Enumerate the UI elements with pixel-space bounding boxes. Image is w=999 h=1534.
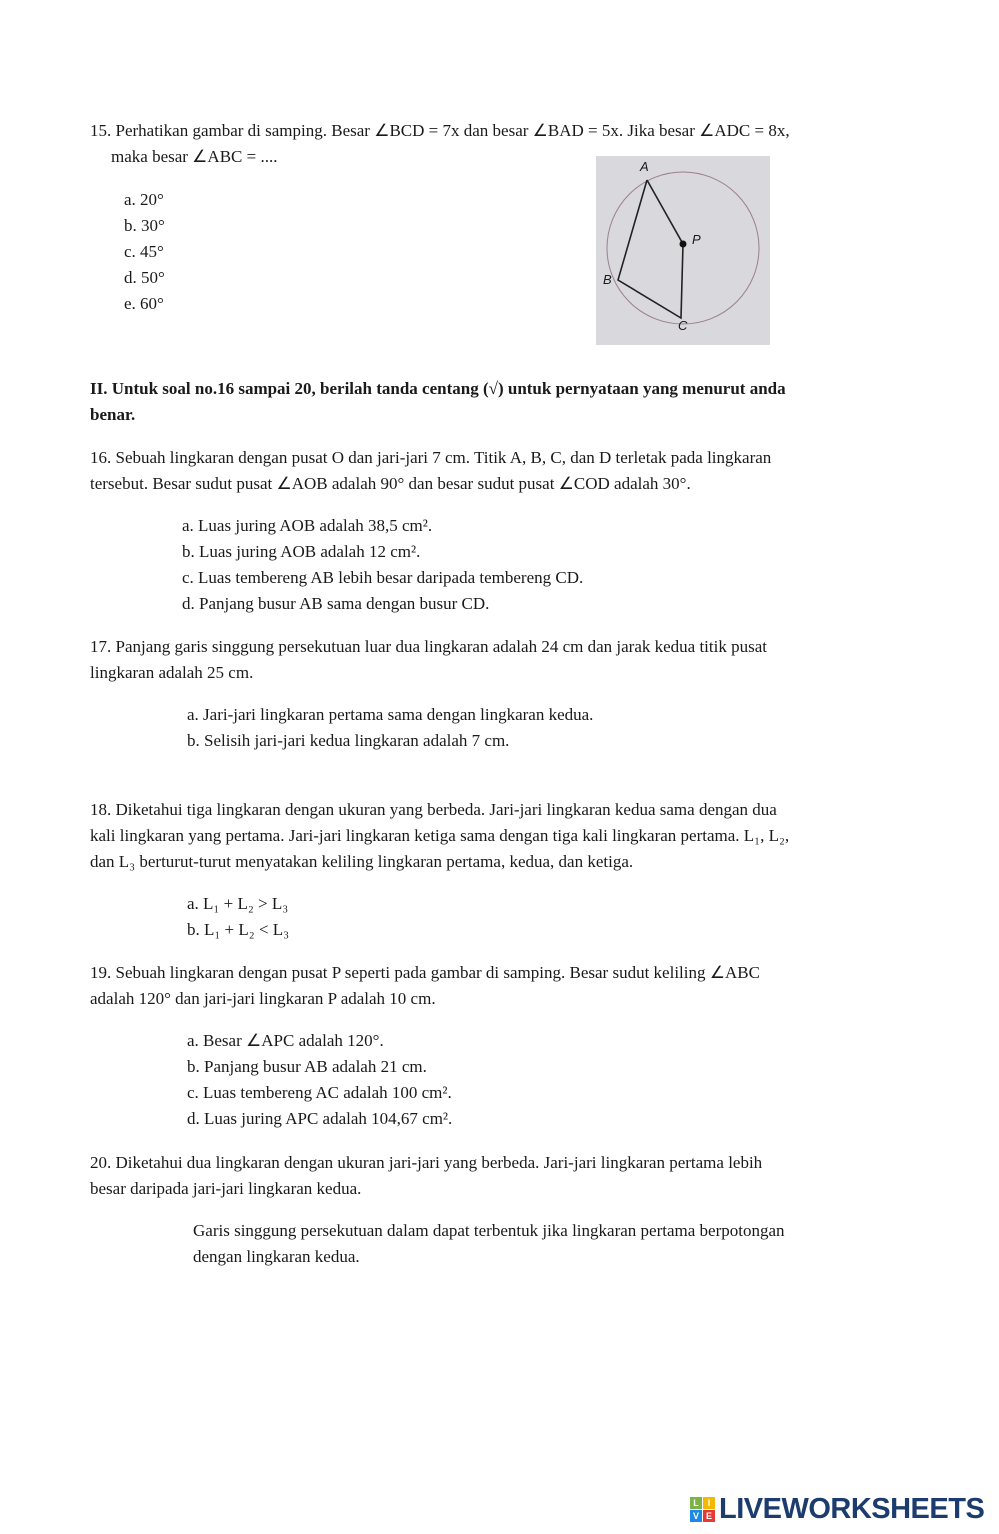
logo-text: LIVEWORKSHEETS (719, 1493, 985, 1525)
q17-option[interactable]: b. Selisih jari-jari kedua lingkaran adalah 7 cm. (187, 731, 510, 750)
q15-option: d. 50° (124, 268, 165, 287)
label-a: A (640, 159, 649, 174)
label-p: P (692, 232, 701, 247)
q18-text: dan L₃ berturut-turut menyatakan keliling lingkaran pertama, kedua, dan ketiga. (90, 852, 634, 871)
q19-option[interactable]: a. Besar ∠APC adalah 120°. (187, 1031, 384, 1050)
q19-option[interactable]: c. Luas tembereng AC adalah 100 cm². (187, 1083, 452, 1102)
section-heading: benar. (90, 405, 136, 424)
section-heading: II. Untuk soal no.16 sampai 20, berilah tanda centang (√) untuk pernyataan yang menurut anda (90, 379, 786, 398)
q19-option[interactable]: b. Panjang busur AB adalah 21 cm. (187, 1057, 427, 1076)
logo-letter: L (690, 1497, 702, 1509)
q16-option[interactable]: b. Luas juring AOB adalah 12 cm². (182, 542, 421, 561)
q18-text: 18. Diketahui tiga lingkaran dengan ukuran yang berbeda. Jari-jari lingkaran kedua sama dengan dua (90, 800, 777, 819)
q16-option[interactable]: a. Luas juring AOB adalah 38,5 cm². (182, 516, 433, 535)
logo-letter: E (703, 1510, 715, 1522)
circle-figure (596, 156, 770, 345)
q15-option: e. 60° (124, 294, 164, 313)
q15-text: maka besar ∠ABC = .... (111, 147, 278, 166)
q15-option: a. 20° (124, 190, 164, 209)
logo-letter: V (690, 1510, 702, 1522)
label-b: B (603, 272, 612, 287)
logo-letter: I (703, 1497, 715, 1509)
q15-option: c. 45° (124, 242, 164, 261)
q18-option[interactable]: a. L₁ + L₂ > L₃ (187, 894, 289, 913)
q19-text: adalah 120° dan jari-jari lingkaran P adalah 10 cm. (90, 989, 436, 1008)
q18-text: kali lingkaran yang pertama. Jari-jari lingkaran ketiga sama dengan tiga kali lingkaran pertama. L₁, L₂, (90, 826, 790, 845)
logo-icon (690, 1497, 715, 1522)
q16-option[interactable]: c. Luas tembereng AB lebih besar daripada tembereng CD. (182, 568, 584, 587)
q20-statement[interactable]: Garis singgung persekutuan dalam dapat terbentuk jika lingkaran pertama berpotongan (193, 1221, 785, 1240)
q16-text: 16. Sebuah lingkaran dengan pusat O dan jari-jari 7 cm. Titik A, B, C, dan D terletak pada lingkaran (90, 448, 772, 467)
q17-option[interactable]: a. Jari-jari lingkaran pertama sama dengan lingkaran kedua. (187, 705, 594, 724)
q20-text: besar daripada jari-jari lingkaran kedua. (90, 1179, 362, 1198)
q17-text: 17. Panjang garis singgung persekutuan luar dua lingkaran adalah 24 cm dan jarak kedua titik pusat (90, 637, 767, 656)
q19-option[interactable]: d. Luas juring APC adalah 104,67 cm². (187, 1109, 453, 1128)
q18-option[interactable]: b. L₁ + L₂ < L₃ (187, 920, 290, 939)
liveworksheets-logo (690, 1493, 984, 1526)
q17-text: lingkaran adalah 25 cm. (90, 663, 254, 682)
q20-statement[interactable]: dengan lingkaran kedua. (193, 1247, 360, 1266)
q16-option[interactable]: d. Panjang busur AB sama dengan busur CD. (182, 594, 490, 613)
label-c: C (678, 318, 688, 333)
q15-option: b. 30° (124, 216, 165, 235)
q15-text: 15. Perhatikan gambar di samping. Besar ∠BCD = 7x dan besar ∠BAD = 5x. Jika besar ∠ADC = 8x, (90, 121, 790, 140)
q20-text: 20. Diketahui dua lingkaran dengan ukuran jari-jari yang berbeda. Jari-jari lingkaran pertama lebih (90, 1153, 763, 1172)
q19-text: 19. Sebuah lingkaran dengan pusat P seperti pada gambar di samping. Besar sudut keliling ∠ABC (90, 963, 760, 982)
q16-text: tersebut. Besar sudut pusat ∠AOB adalah 90° dan besar sudut pusat ∠COD adalah 30°. (90, 474, 691, 493)
